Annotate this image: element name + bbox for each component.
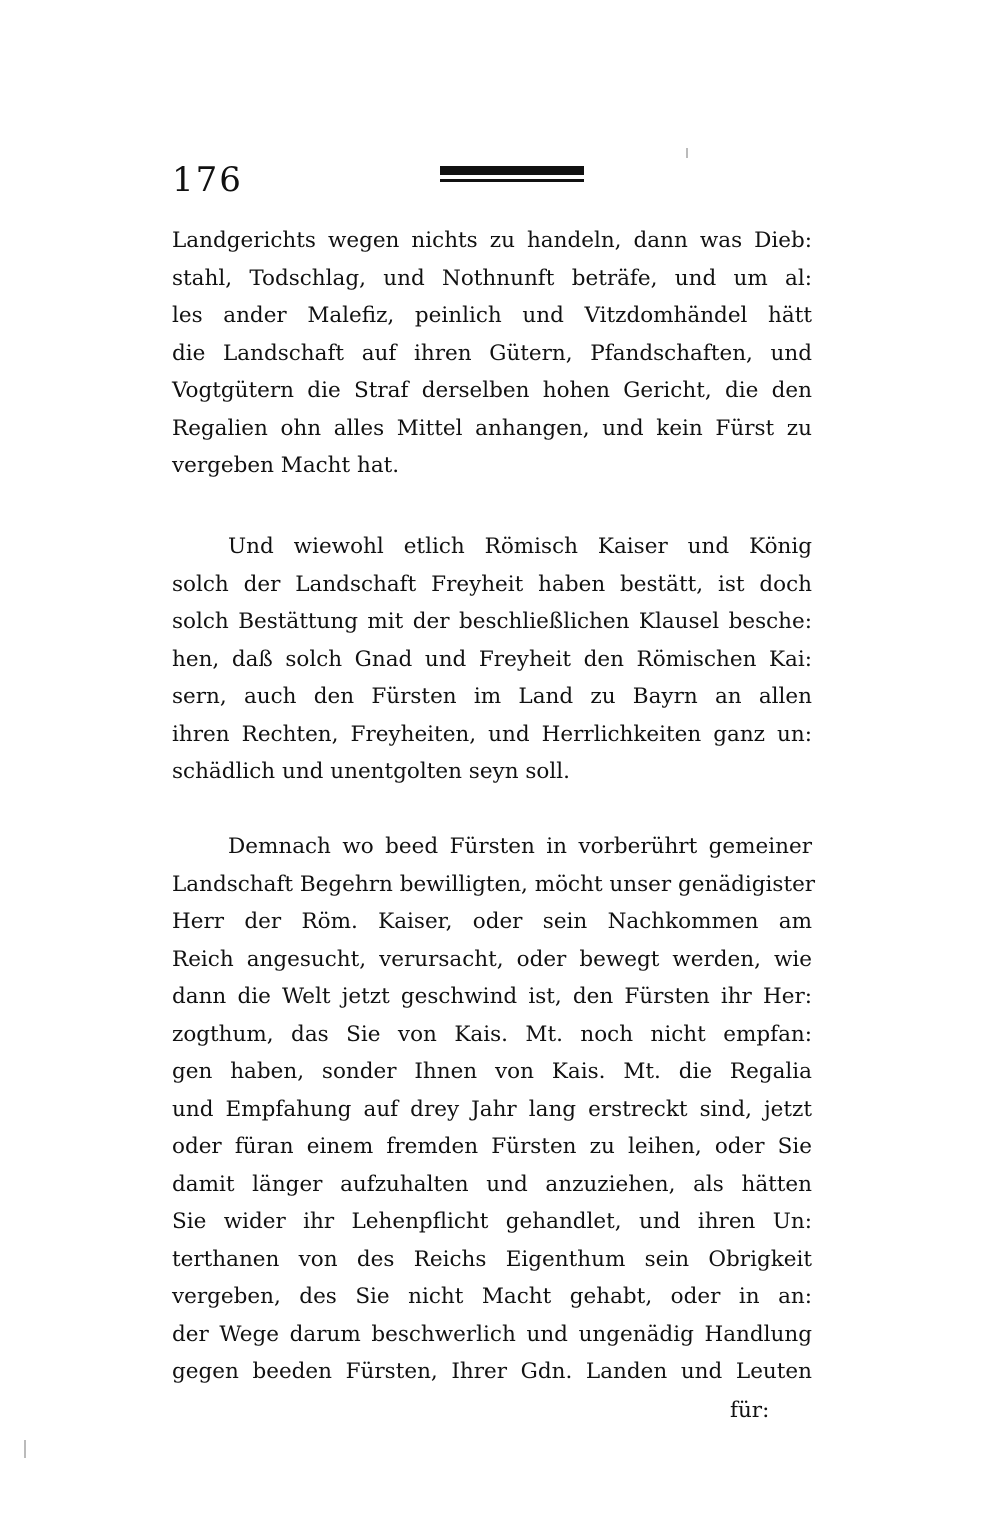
paragraph-3 bbox=[172, 828, 816, 1391]
text-line: Sie wider ihr Lehenpflicht gehandlet, und ihren Un: bbox=[172, 1209, 812, 1234]
text-line: Herr der Röm. Kaiser, oder sein Nachkommen am bbox=[172, 909, 812, 934]
header-rule bbox=[440, 166, 584, 184]
text-line: der Wege darum beschwerlich und ungenädig Handlung bbox=[172, 1321, 812, 1347]
header-rule-thick bbox=[440, 166, 584, 175]
text-line: zogthum, das Sie von Kais. Mt. noch nicht empfan: bbox=[172, 1021, 812, 1047]
text-line: les ander Malefiz, peinlich und Vitzdomhändel hätt bbox=[172, 303, 812, 328]
text-line: terthanen von des Reichs Eigenthum sein Obrigkeit bbox=[172, 1246, 812, 1272]
page-number: 176 bbox=[172, 160, 243, 200]
header-rule-thin bbox=[440, 179, 584, 182]
text-line: Reich angesucht, verursacht, oder bewegt werden, wie bbox=[172, 946, 812, 972]
text-line: solch der Landschaft Freyheit haben bestätt, ist doch bbox=[172, 571, 812, 597]
text-line: und Empfahung auf drey Jahr lang erstreckt sind, jetzt bbox=[172, 1096, 812, 1122]
text-line: hen, daß solch Gnad und Freyheit den Römischen Kai: bbox=[172, 646, 812, 672]
text-line: vergeben Macht hat. bbox=[172, 453, 400, 478]
text-line: Demnach wo beed Fürsten in vorberührt gemeiner bbox=[228, 834, 812, 859]
text-line: vergeben, des Sie nicht Macht gehabt, oder in an: bbox=[172, 1284, 812, 1309]
text-line: stahl, Todschlag, und Nothnunft beträfe, und um al: bbox=[172, 265, 812, 291]
text-line: die Landschaft auf ihren Gütern, Pfandschaften, und bbox=[172, 340, 812, 366]
text-line: solch Bestättung mit der beschließlichen Klausel besche: bbox=[172, 609, 812, 634]
text-line: schädlich und unentgolten seyn soll. bbox=[172, 759, 570, 784]
text-line: dann die Welt jetzt geschwind ist, den Fürsten ihr Her: bbox=[172, 984, 812, 1009]
text-line: Landgerichts wegen nichts zu handeln, dann was Dieb: bbox=[172, 228, 812, 253]
scan-speck bbox=[686, 148, 688, 158]
paragraph-2 bbox=[172, 528, 812, 791]
text-line: gen haben, sonder Ihnen von Kais. Mt. die Regalia bbox=[172, 1059, 812, 1084]
paragraph-1 bbox=[172, 222, 812, 485]
text-line: sern, auch den Fürsten im Land zu Bayrn an allen bbox=[172, 684, 812, 709]
text-line: Und wiewohl etlich Römisch Kaiser und König bbox=[228, 534, 812, 559]
text-line: oder füran einem fremden Fürsten zu leihen, oder Sie bbox=[172, 1134, 812, 1159]
text-line: gegen beeden Fürsten, Ihrer Gdn. Landen und Leuten bbox=[172, 1359, 812, 1384]
text-line: Landschaft Begehrn bewilligten, möcht unser genädigister bbox=[172, 871, 816, 897]
catchword: für: bbox=[730, 1398, 770, 1423]
text-line: Vogtgütern die Straf derselben hohen Gericht, die den bbox=[172, 378, 812, 403]
text-line: ihren Rechten, Freyheiten, und Herrlichkeiten ganz un: bbox=[172, 721, 812, 747]
scan-speck bbox=[24, 1440, 26, 1458]
text-line: damit länger aufzuhalten und anzuziehen, als hätten bbox=[172, 1171, 812, 1197]
text-line: Regalien ohn alles Mittel anhangen, und kein Fürst zu bbox=[172, 415, 812, 441]
